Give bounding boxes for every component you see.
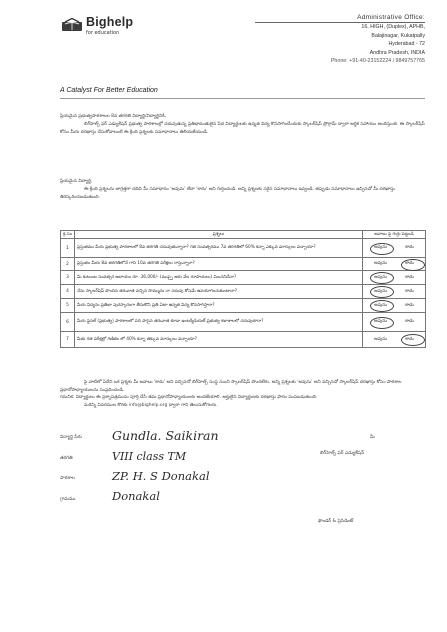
row-number: 4 [61, 285, 75, 299]
header-divider [60, 98, 425, 99]
answer-no[interactable]: కాదు [405, 319, 414, 324]
address-line1: 16, HIGH, (Duplex), APHB, [361, 24, 425, 31]
table-row [61, 271, 426, 285]
selection-circle-icon [370, 317, 394, 329]
closing-paragraph-2: గమనిక: విద్యార్థులు ఈ ప్రశ్నాపత్రమును పూర్తి చేసి తమ ప్రధానోపాధ్యాయులకు అందజేయాలి. అర్హులైన విద్యార్థులకు దరఖాస్తు ఫారం పంపబడుతుంది. [60, 395, 318, 401]
header-answer: జవాబు పై గుర్తు పెట్టండి [363, 231, 426, 239]
tagline: A Catalyst For Better Education [60, 87, 158, 94]
row-number: 7 [61, 332, 75, 348]
table-row [61, 285, 426, 299]
row-question: ప్రస్తుతము మీరు ప్రభుత్వ పాఠశాలలో 8వ తరగతి చదువుతున్నారా? గత సంవత్సరము 7వ తరగతిలో 60% కన్నా ఎక్కువ మార్కులు వచ్చాయా? [75, 239, 363, 258]
greeting: ప్రియమైన విద్యార్థి, [60, 179, 93, 184]
salutation: ప్రియమైన ప్రభుత్వపాఠశాలల 8వ తరగతి విద్యార్థి/విద్యార్థినికి, [60, 114, 167, 119]
selection-circle-icon [370, 286, 394, 298]
closing-paragraph-3: మరిన్ని వివరముల కొరకు info@bighelp.org ద్వారా గాని తెలుసుకోగలరు. [84, 402, 218, 408]
bighelp-logo-icon [62, 18, 82, 33]
closing-text [60, 379, 426, 409]
row-question: నేను స్కాలర్‌షిప్ పొందిన తరువాత వచ్చిన సొమ్మును నా చదువు కోసమే ఉపయోగించుకుంటానా? [75, 285, 363, 299]
answer-no-selected[interactable]: కాదు [405, 261, 414, 267]
brand-name: Bighelp [86, 15, 134, 29]
selection-circle-icon [370, 243, 394, 255]
answer-yes[interactable]: అవును [374, 336, 387, 342]
signoff-org: బిగ్‌హెల్ప్ ఫర్ ఎడ్యుకేషన్ [320, 451, 365, 456]
table-row [61, 239, 426, 258]
answer-yes-selected[interactable]: అవును [374, 319, 387, 325]
address-title: Administrative Office: [255, 14, 425, 23]
answer-no[interactable]: కాదు [405, 274, 414, 280]
address-line2: Balajinagar, Kukatpally [371, 32, 425, 39]
selection-circle-icon [401, 259, 425, 271]
signoff-top: మీ [370, 435, 375, 440]
answer-yes-selected[interactable]: అవును [374, 245, 387, 251]
table-header-row [61, 231, 426, 239]
answer-yes-selected[interactable]: అవును [374, 275, 387, 281]
row-question: మీరు విద్యను ప్రతిభా పురస్కారంగా తీసుకొని ప్రతి ఏటా ఉన్నత విద్య కొనసాగిస్తారా? [75, 299, 363, 313]
name-field[interactable]: Gundla. Saikiran [112, 428, 219, 443]
row-question: మీ కుటుంబ సంవత్సర ఆదాయం రూ. 36,000/- (ముప్పై ఆరు వేల రూపాయలు) మించనిదేనా? [75, 271, 363, 285]
class-field[interactable]: VIII class TM [112, 450, 187, 463]
row-number: 2 [61, 258, 75, 271]
table-row [61, 313, 426, 332]
row-number: 5 [61, 299, 75, 313]
school-field[interactable]: ZP. H. S Donakal [112, 469, 210, 483]
village-label: గ్రామము [60, 497, 76, 502]
table-row [61, 332, 426, 348]
address-line3: Hyderabad - 72 [388, 41, 425, 48]
class-label: తరగతి [60, 456, 73, 461]
table-row [61, 258, 426, 271]
answer-yes-selected[interactable]: అవును [374, 289, 387, 295]
address-phone: Phone: +91-40-23152224 / 9849757765 [330, 58, 425, 65]
row-number: 3 [61, 271, 75, 285]
row-number: 6 [61, 313, 75, 332]
answer-no[interactable]: కాదు [405, 245, 414, 250]
answer-yes-selected[interactable]: అవును [374, 303, 387, 309]
brand-subtitle: for education [86, 30, 120, 36]
instructions-paragraph: ఈ క్రింది ప్రశ్నలను జాగ్రత్తగా చదివి మీ సమాధానం 'అవును' లేదా 'కాదు' అని గుర్తించండి. అన్ని ప్రశ్నలకు సరైన సమాధానాలు ఇవ్వండి. తప్పుడు సమాధానాలు ఇచ్చినచో మీ దరఖాస్తు తిరస్కరించబడుతుంది. [60, 186, 395, 200]
row-question: ప్రస్తుతం మీరు 8వ తరగతిలోనే గాని 10వ తరగతి పరీక్షలు రాస్తున్నారా? [75, 258, 363, 271]
letter-intro [60, 113, 426, 137]
questions-table [60, 230, 426, 348]
answer-no[interactable]: కాదు [405, 302, 414, 308]
answer-no[interactable]: కాదు [405, 288, 414, 294]
header-no: క్ర.సం [61, 231, 75, 239]
office-address [255, 14, 425, 65]
name-label: విద్యార్థి పేరు [60, 435, 82, 440]
row-question: మీరు ఫైనల్ (ప్రభుత్వ) పాఠశాలలో పది పాసైన తరువాత కూడా ఇంటర్మీడియట్ ప్రభుత్వ కళాశాలలో చదువుతారా? [75, 313, 363, 332]
address-line4: Andhra Pradesh, INDIA [369, 49, 425, 56]
row-question: మీకు గత పరీక్షల్లో గణితం లో 40% కన్నా తక్కువ మార్కులు వచ్చాయా? [75, 332, 363, 348]
selection-circle-icon [370, 300, 394, 312]
table-row [61, 299, 426, 313]
intro-paragraph: బిగ్‌హెల్ప్ ఫర్ ఎడ్యుకేషన్ ప్రభుత్వ పాఠశాలల్లో చదువుతున్న ప్రతిభావంతులైన పేద విద్యార్థులకు ఉన్నత విద్య కొనసాగించేందుకు స్కాలర్‌షిప్ ప్రోగ్రామ్ ద్వారా ఆర్థిక సహాయం అందిస్తుంది. ఈ స్కాలర్‌షిప్ కోసం మీరు దరఖాస్తు చేసుకోవాలంటే ఈ క్రింది ప్రశ్నలకు సమాధానాలు తెలియజేయండి. [60, 121, 425, 135]
village-field[interactable]: Donakal [112, 489, 160, 503]
header-question: ప్రశ్నలు [75, 231, 363, 239]
answer-yes[interactable]: అవును [374, 261, 387, 266]
row-number: 1 [61, 239, 75, 258]
selection-circle-icon [401, 334, 425, 346]
selection-circle-icon [370, 272, 394, 284]
answer-no-selected[interactable]: కాదు [405, 337, 414, 343]
school-label: పాఠశాల [60, 476, 75, 481]
closing-paragraph-1: పై వాటిలో ఏదేని ఒక ప్రశ్నకు మీ జవాబు 'కాదు' అని వచ్చినచో బిగ్‌హెల్ప్ సంస్థ నుంచి స్కాలర్‌షిప్ పొందలేరు. అన్ని ప్రశ్నలకు 'అవును' అని వచ్చినచో స్కాలర్‌షిప్ దరఖాస్తు కోసం పాఠశాల ప్రధానోపాధ్యాయులను సంప్రదించండి. [60, 380, 402, 393]
signoff-role: ఫౌండర్ & ప్రెసిడెంట్ [318, 519, 354, 524]
letter-instructions [60, 178, 426, 202]
